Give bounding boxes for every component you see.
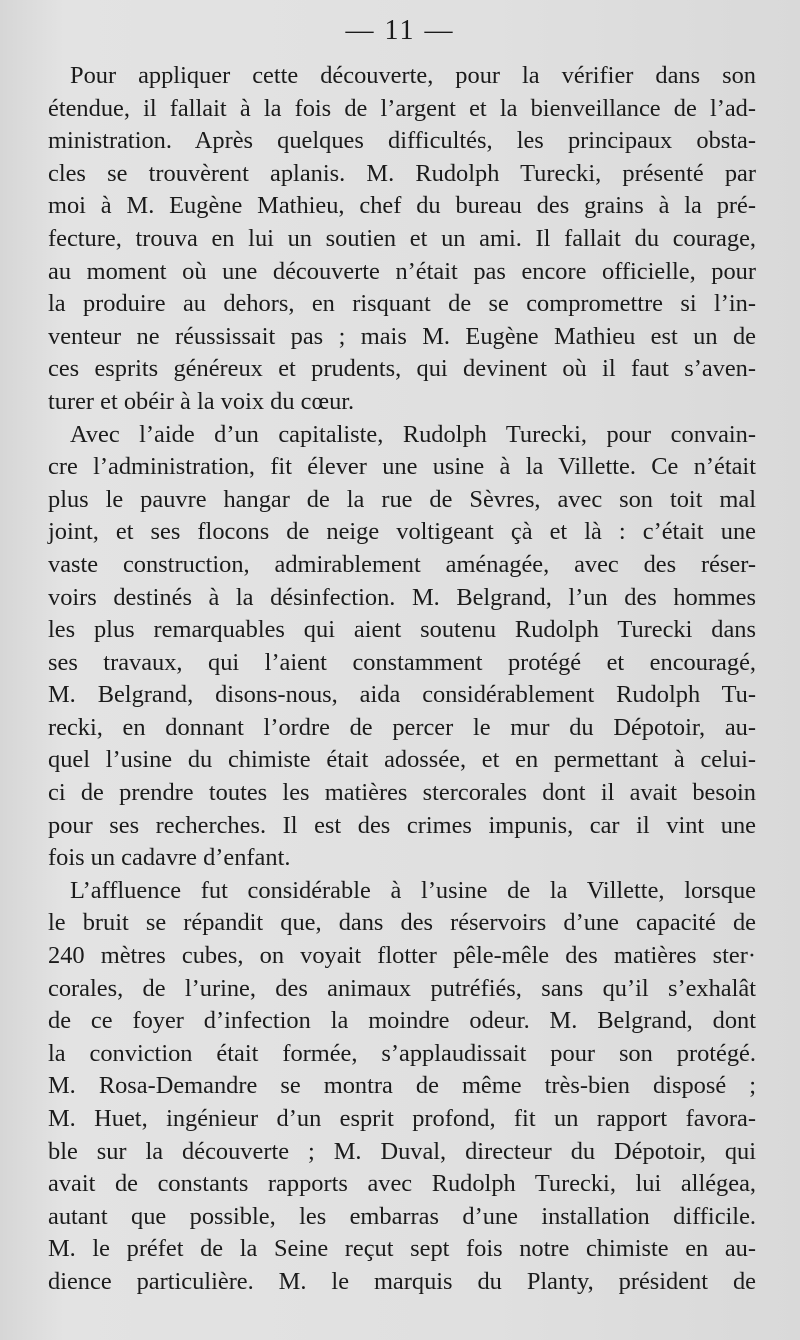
text-line: M. Rosa-Demandre se montra de même très-bien disposé ; [48,1072,756,1100]
text-line: la conviction était formée, s’applaudissait pour son protégé. [48,1039,756,1067]
paragraph [48,875,756,1299]
paragraph [48,60,756,419]
text-line: au moment où une découverte n’était pas encore officielle, pour [48,257,756,285]
text-line: recki, en donnant l’ordre de percer le mur du Dépotoir, au- [48,713,756,741]
paragraph [48,419,756,875]
text-line: le bruit se répandit que, dans des réservoirs d’une capacité de [48,909,756,937]
text-line: voirs destinés à la désinfection. M. Belgrand, l’un des hommes [48,583,756,611]
text-line: venteur ne réussissait pas ; mais M. Eugène Mathieu est un de [48,322,756,350]
page-body-text [48,60,756,1299]
text-line: M. Belgrand, disons-nous, aida considérablement Rudolph Tu- [48,681,756,709]
text-line: plus le pauvre hangar de la rue de Sèvres, avec son toit mal [48,485,756,513]
text-line: Avec l’aide d’un capitaliste, Rudolph Turecki, pour convain- [70,420,756,448]
text-line: corales, de l’urine, des animaux putréfiés, sans qu’il s’exhalât [48,974,756,1002]
page-number: — 11 — [345,15,455,46]
text-line: fecture, trouva en lui un soutien et un ami. Il fallait du courage, [48,224,756,252]
text-line: avait de constants rapports avec Rudolph Turecki, lui allégea, [48,1170,756,1198]
text-line: de ce foyer d’infection la moindre odeur. M. Belgrand, dont [48,1007,756,1035]
text-line: les plus remarquables qui aient soutenu Rudolph Turecki dans [48,616,756,644]
text-line: moi à M. Eugène Mathieu, chef du bureau des grains à la pré- [48,192,756,220]
text-line: cles se trouvèrent aplanis. M. Rudolph Turecki, présenté par [48,159,756,187]
text-line: ci de prendre toutes les matières stercorales dont il avait besoin [48,779,756,807]
text-line: autant que possible, les embarras d’une installation difficile. [48,1202,756,1230]
text-line: cre l’administration, fit élever une usine à la Villette. Ce n’était [48,453,756,481]
text-line: M. Huet, ingénieur d’un esprit profond, fit un rapport favora- [48,1105,756,1132]
text-line: joint, et ses flocons de neige voltigeant çà et là : c’était une [48,518,756,546]
text-line: vaste construction, admirablement aménagée, avec des réser- [48,550,756,578]
text-line: ses travaux, qui l’aient constamment protégé et encouragé, [48,648,756,676]
text-line: ble sur la découverte ; M. Duval, directeur du Dépotoir, qui [48,1137,756,1165]
text-line: quel l’usine du chimiste était adossée, et en permettant à celui- [48,746,756,774]
text-line: turer et obéir à la voix du cœur. [48,387,355,415]
text-line: ministration. Après quelques difficultés, les principaux obsta- [48,127,756,155]
text-line: étendue, il fallait à la fois de l’argent et la bienveillance de l’ad- [48,94,756,122]
text-line: M. le préfet de la Seine reçut sept fois notre chimiste en au- [48,1235,756,1263]
text-line: la produire au dehors, en risquant de se compromettre si l’in- [48,290,756,318]
text-line: 240 mètres cubes, on voyait flotter pêle-mêle des matières ster· [48,942,756,970]
text-line: Pour appliquer cette découverte, pour la vérifier dans son [70,62,756,89]
text-line: pour ses recherches. Il est des crimes impunis, car il vint une [48,811,756,839]
text-line: fois un cadavre d’enfant. [48,844,291,872]
text-line: ces esprits généreux et prudents, qui devinent où il faut s’aven- [48,355,756,383]
text-line: dience particulière. M. le marquis du Planty, président de [48,1267,756,1295]
text-line: L’affluence fut considérable à l’usine de la Villette, lorsque [70,876,756,904]
